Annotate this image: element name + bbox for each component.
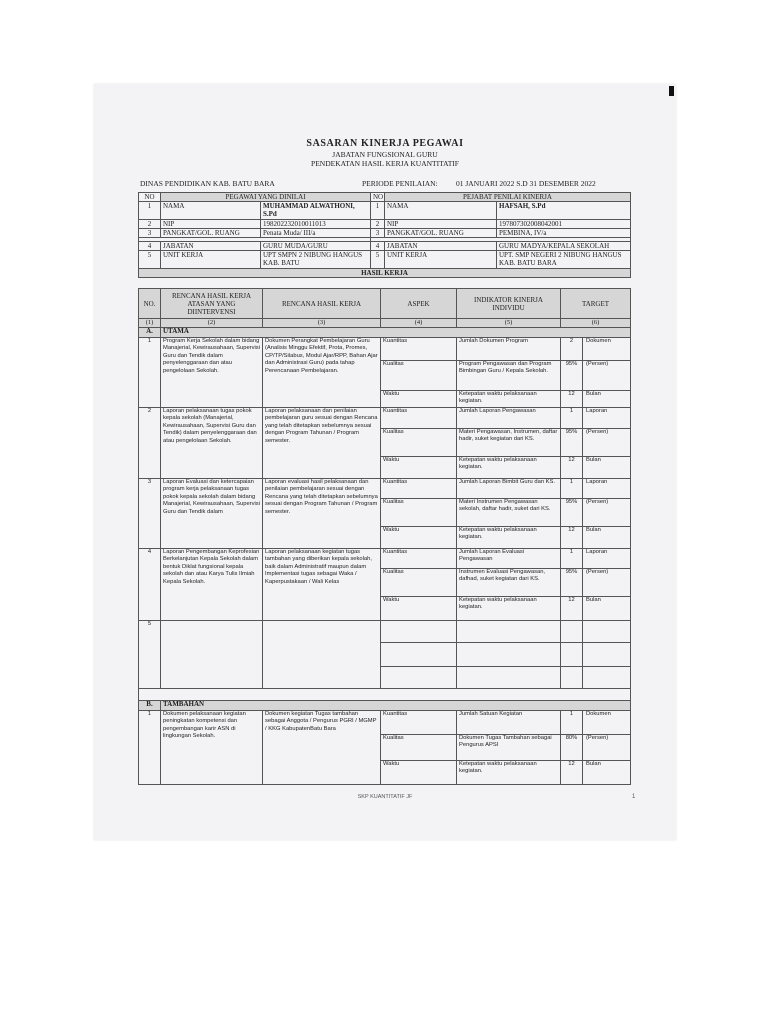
row-satuan: (Persen): [583, 568, 631, 596]
col-header-rencana: RENCANA HASIL KERJA: [263, 289, 381, 319]
row-target: 12: [561, 596, 583, 620]
row-aspek: Kualitas: [381, 498, 457, 526]
row-aspek: Kualitas: [381, 568, 457, 596]
row-no: 2: [139, 407, 161, 478]
pejabat-header: PEJABAT PENILAI KINERJA: [385, 193, 631, 202]
info-label: NIP: [161, 220, 261, 229]
table-row: [139, 478, 631, 498]
pegawai-header: PEGAWAI YANG DINILAI: [161, 193, 371, 202]
row-no: 1: [139, 710, 161, 784]
row-target: [561, 642, 583, 666]
row-indikator: [457, 642, 561, 666]
row-aspek: Kuantitas: [381, 548, 457, 568]
row-atasan: Laporan Evaluasi dan ketercapaian program kerja pelaksanaan tugas pokok kepala sekolah dalam bidang Manajerial, Kewirausahaan, Supervisi Guru dan Tendik dalam: [161, 478, 263, 548]
col-header-target: TARGET: [561, 289, 631, 319]
row-target: 12: [561, 760, 583, 784]
row-target: 2: [561, 337, 583, 360]
row-indikator: [457, 666, 561, 688]
row-rencana: Dokumen kegiatan Tugas tambahan sebagai Anggota / Pengurus PGRI / MGMP / KKG KabupatenBatu Bara: [263, 710, 381, 784]
col-header-no: NO.: [139, 289, 161, 319]
col-num: (5): [457, 319, 561, 328]
row-no: 1: [139, 337, 161, 407]
info-table: [138, 192, 631, 278]
col-header-aspek: ASPEK: [381, 289, 457, 319]
pejabat-pangkat: PEMBINA, IV/a: [497, 229, 631, 238]
info-no-2: 2: [371, 220, 385, 229]
row-rencana: Laporan pelaksanaan dan penilaian pembelajaran guru sesuai dengan Rencana yang telah ditetapkan sebelumnya sesuai dengan Program Tahunan / Program semester.: [263, 407, 381, 478]
table-row: [139, 407, 631, 428]
pejabat-jabatan: GURU MADYA/KEPALA SEKOLAH: [497, 242, 631, 251]
row-target: 1: [561, 407, 583, 428]
document-title: SASARAN KINERJA PEGAWAI: [306, 138, 464, 149]
row-indikator: Instrumen Evaluasi Pengawasan, dafhad, suket kegiatan dari KS.: [457, 568, 561, 596]
footer-label: SKP KUANTITATIF JF: [357, 794, 413, 800]
row-aspek: Kualitas: [381, 734, 457, 760]
row-aspek: Waktu: [381, 456, 457, 478]
row-target: 1: [561, 478, 583, 498]
row-satuan: Bulan: [583, 390, 631, 407]
info-no: 3: [139, 229, 161, 238]
scan-mark: [669, 86, 674, 96]
info-row-nama: [139, 202, 631, 220]
row-target: 95%: [561, 428, 583, 456]
row-satuan: (Persen): [583, 428, 631, 456]
pejabat-unit: UPT. SMP NEGERI 2 NIBUNG HANGUS KAB. BATU BARA: [497, 251, 631, 269]
col-num: (6): [561, 319, 631, 328]
pegawai-nama: MUHAMMAD ALWATHONI, S.Pd: [261, 202, 371, 220]
row-target: 95%: [561, 498, 583, 526]
dinas-label: DINAS PENDIDIKAN KAB. BATU BARA: [140, 179, 275, 188]
row-indikator: Ketepatan waktu pelaksanaan kegiatan.: [457, 526, 561, 548]
row-satuan: (Persen): [583, 498, 631, 526]
row-target: 1: [561, 548, 583, 568]
row-aspek: Kuantitas: [381, 710, 457, 734]
row-satuan: Bulan: [583, 596, 631, 620]
pegawai-pangkat: Penata Muda/ III/a: [261, 229, 371, 238]
pegawai-nip: 198202232010011013: [261, 220, 371, 229]
document-page: [94, 84, 676, 840]
row-target: 80%: [561, 734, 583, 760]
col-num: (4): [381, 319, 457, 328]
periode-label: PERIODE PENILAIAN:: [362, 179, 438, 188]
info-no: 5: [139, 251, 161, 269]
row-aspek: Waktu: [381, 760, 457, 784]
row-atasan: Program Kerja Sekolah dalam bidang Manajerial, Kewirausahaan, Supervisi Guru dan Tendik dalam penyelenggaraan dan atau pengelolaan Sekolah.: [161, 337, 263, 407]
info-row-pangkat: [139, 229, 631, 238]
info-no-2: 1: [371, 202, 385, 220]
pejabat-nip: 197807302008042001: [497, 220, 631, 229]
info-no-2: 4: [371, 242, 385, 251]
row-aspek: Kuantitas: [381, 478, 457, 498]
info-no: 1: [139, 202, 161, 220]
info-label: NAMA: [161, 202, 261, 220]
section-b-label: TAMBAHAN: [161, 700, 631, 710]
row-aspek: Waktu: [381, 596, 457, 620]
row-target: 1: [561, 710, 583, 734]
row-indikator: Jumlah Laporan Pengawasan: [457, 407, 561, 428]
row-satuan: (Persen): [583, 734, 631, 760]
info-no-header: NO: [139, 193, 161, 202]
row-aspek: Kuantitas: [381, 337, 457, 360]
info-label-2: NIP: [385, 220, 497, 229]
row-target: [561, 666, 583, 688]
hasil-kerja-header: HASIL KERJA: [139, 269, 631, 278]
row-target: [561, 620, 583, 642]
pegawai-jabatan: GURU MUDA/GURU: [261, 242, 371, 251]
row-aspek: Kualitas: [381, 360, 457, 390]
info-label-2: PANGKAT/GOL. RUANG: [385, 229, 497, 238]
row-satuan: Bulan: [583, 760, 631, 784]
col-header-atasan: RENCANA HASIL KERJA ATASAN YANG DIINTERVENSI: [161, 289, 263, 319]
info-no: 4: [139, 242, 161, 251]
section-a-code: A.: [139, 327, 161, 337]
row-satuan: Dokumen: [583, 337, 631, 360]
row-rencana: Dokumen Perangkat Pembelajaran Guru (Analisis Minggu Efektif, Prota, Promes, CP/TP/Silabus, Modul Ajar/RPP, Bahan Ajar dan Administrasi Guru) pada tahap Perencanaan Pembelajaran.: [263, 337, 381, 407]
row-target: 12: [561, 456, 583, 478]
section-b-code: B.: [139, 700, 161, 710]
row-indikator: Jumlah Laporan Evaluasi Pengawasan: [457, 548, 561, 568]
row-indikator: Materi Pengawasan, Instrumen, daftar hadir, suket kegiatan dari KS.: [457, 428, 561, 456]
row-aspek: Waktu: [381, 390, 457, 407]
pejabat-nama: HAFSAH, S.Pd: [497, 202, 631, 220]
row-satuan: Laporan: [583, 548, 631, 568]
row-satuan: Dokumen: [583, 710, 631, 734]
row-satuan: Bulan: [583, 456, 631, 478]
row-indikator: Ketepatan waktu pelaksanaan kegiatan.: [457, 390, 561, 407]
row-aspek: Waktu: [381, 526, 457, 548]
info-no: 2: [139, 220, 161, 229]
row-target: 12: [561, 390, 583, 407]
section-a-label: UTAMA: [161, 327, 631, 337]
row-atasan: [161, 620, 263, 688]
info-row-unit: [139, 251, 631, 269]
row-satuan: [583, 666, 631, 688]
table-row: [139, 337, 631, 360]
row-indikator: Ketepatan waktu pelaksanaan kegiatan.: [457, 456, 561, 478]
row-aspek: [381, 666, 457, 688]
row-satuan: [583, 620, 631, 642]
pegawai-unit: UPT SMPN 2 NIBUNG HANGUS KAB. BATU: [261, 251, 371, 269]
hasil-kerja-table: [138, 288, 631, 785]
info-label-2: JABATAN: [385, 242, 497, 251]
row-aspek: Kualitas: [381, 428, 457, 456]
row-target: 95%: [561, 568, 583, 596]
table-row: [139, 620, 631, 642]
row-atasan: Laporan pelaksanaan tugas pokok kepala sekolah (Manajerial, Kewirausahaan, Supervisi Guru dan Tendik) dalam penyelenggaraan dan atau pengelolaan Sekolah.: [161, 407, 263, 478]
info-no-2: 5: [371, 251, 385, 269]
table-spacer: [139, 688, 631, 700]
row-atasan: Dokumen pelaksanaan kegiatan peningkatan kompetensi dan pengembangan karir ASN di lingkungan Sekolah.: [161, 710, 263, 784]
row-aspek: Kuantitas: [381, 407, 457, 428]
row-rencana: [263, 620, 381, 688]
info-label: PANGKAT/GOL. RUANG: [161, 229, 261, 238]
row-target: 12: [561, 526, 583, 548]
row-no: 3: [139, 478, 161, 548]
info-label: JABATAN: [161, 242, 261, 251]
periode-value: 01 JANUARI 2022 S.D 31 DESEMBER 2022: [456, 179, 596, 188]
row-aspek: [381, 620, 457, 642]
document-subtitle-2: PENDEKATAN HASIL KERJA KUANTITATIF: [311, 159, 459, 168]
document-subtitle-1: JABATAN FUNGSIONAL GURU: [332, 150, 438, 159]
row-rencana: Laporan pelaksanaan kegiatan tugas tambahan yang diberikan kepala sekolah, baik dalam Administratif maupun dalam Implementasi tugas sebagai Waka / Kaperpustakaan / Wali Kelas: [263, 548, 381, 620]
row-indikator: Program Pengawasan dan Program Bimbingan Guru / Kepala Sekolah.: [457, 360, 561, 390]
col-num: (2): [161, 319, 263, 328]
row-no: 5: [139, 620, 161, 688]
page-number: 1: [632, 794, 636, 800]
table-row: [139, 710, 631, 734]
row-indikator: [457, 620, 561, 642]
row-indikator: Ketepatan waktu pelaksanaan kegiatan.: [457, 760, 561, 784]
col-num: (1): [139, 319, 161, 328]
row-no: 4: [139, 548, 161, 620]
row-atasan: Laporan Pengembangan Keprofesian Berkelanjutan Kepala Sekolah dalam bentuk Diklat fungsional kepala sekolah dan atau Karya Tulis Ilmiah Kepala Sekolah.: [161, 548, 263, 620]
info-label: UNIT KERJA: [161, 251, 261, 269]
info-row-nip: [139, 220, 631, 229]
table-row: [139, 548, 631, 568]
row-aspek: [381, 642, 457, 666]
row-satuan: Laporan: [583, 407, 631, 428]
row-satuan: Laporan: [583, 478, 631, 498]
row-indikator: Jumlah Laporan Bimbit Guru dan KS.: [457, 478, 561, 498]
row-indikator: Jumlah Satuan Kegiatan: [457, 710, 561, 734]
row-satuan: [583, 642, 631, 666]
row-target: 95%: [561, 360, 583, 390]
info-label-2: UNIT KERJA: [385, 251, 497, 269]
row-satuan: Bulan: [583, 526, 631, 548]
row-indikator: Ketepatan waktu pelaksanaan kegiatan.: [457, 596, 561, 620]
info-no-2: 3: [371, 229, 385, 238]
row-indikator: Materi Instrumen Pengawasan sekolah, daftar hadir, suket dari KS.: [457, 498, 561, 526]
info-no-header-2: NO: [371, 193, 385, 202]
col-header-indikator: INDIKATOR KINERJA INDIVIDU: [457, 289, 561, 319]
info-row-jabatan: [139, 242, 631, 251]
col-num: (3): [263, 319, 381, 328]
row-satuan: (Persen): [583, 360, 631, 390]
row-indikator: Jumlah Dokumen Program: [457, 337, 561, 360]
info-label-2: NAMA: [385, 202, 497, 220]
row-indikator: Dokumen Tugas Tambahan sebagai Pengurus APSI: [457, 734, 561, 760]
row-rencana: Laporan evaluasi hasil pelaksanaan dan penilaian pembelajaran sesuai dengan Rencana yang telah ditetapkan sebelumnya sesuai dengan Program Tahunan / Program semester.: [263, 478, 381, 548]
